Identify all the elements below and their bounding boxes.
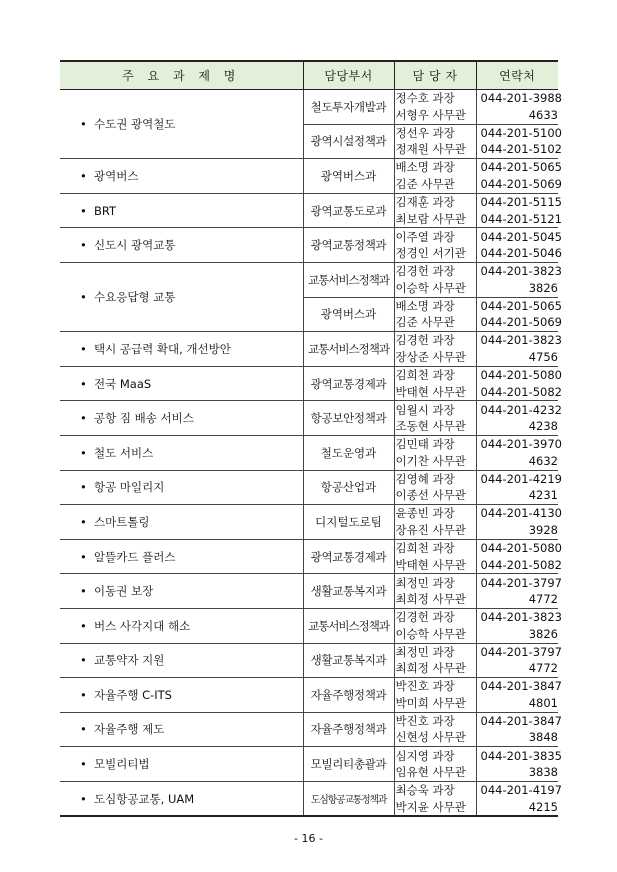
contact-cell (476, 193, 562, 228)
phone-number: 044-201-3847 (480, 713, 562, 728)
manager-director: 정선우 과장 (395, 125, 455, 140)
department-cell: 광역시설정책과 (303, 124, 394, 159)
manager-cell (394, 366, 476, 401)
bullet-icon: • (80, 757, 87, 772)
manager-cell (394, 262, 476, 297)
contact-cell (476, 608, 562, 643)
bullet-icon: • (80, 722, 87, 737)
manager-officer: 신현성 사무관 (395, 730, 466, 745)
topic-label: 이동권 보장 (94, 584, 154, 599)
table-row (60, 470, 558, 505)
table-body (60, 90, 562, 817)
manager-officer: 정재원 사무관 (395, 142, 466, 157)
phone-number: 4756 (528, 349, 558, 364)
topic-label: 도심항공교통, UAM (94, 791, 195, 806)
manager-officer: 박지윤 사무관 (395, 799, 466, 814)
phone-number: 044-201-3847 (480, 679, 562, 694)
contact-cell (476, 643, 562, 678)
manager-cell (394, 539, 476, 574)
department-cell: 교통서비스정책과 (303, 262, 394, 297)
topic-label: 자율주행 제도 (94, 722, 165, 737)
contact-cell (476, 747, 562, 782)
header-row (60, 61, 558, 90)
manager-cell (394, 574, 476, 609)
bullet-icon: • (80, 411, 87, 426)
phone-number: 4632 (528, 453, 558, 468)
manager-officer: 조동현 사무관 (395, 419, 466, 434)
topic-cell (60, 332, 303, 367)
manager-director: 김경헌 과장 (395, 333, 455, 348)
phone-number: 044-201-4197 (480, 783, 562, 798)
department-cell: 광역버스과 (303, 159, 394, 194)
table-row (60, 332, 558, 367)
contact-cell (476, 712, 562, 747)
phone-number: 044-201-5069 (480, 315, 562, 330)
topic-cell (60, 262, 303, 331)
phone-number: 044-201-5082 (480, 384, 562, 399)
bullet-icon: • (80, 549, 87, 564)
phone-number: 3838 (528, 765, 558, 780)
topic-cell (60, 193, 303, 228)
contact-table (60, 60, 562, 817)
bullet-icon: • (80, 117, 87, 132)
manager-officer: 정경인 서기관 (395, 246, 466, 261)
phone-number: 4772 (528, 661, 558, 676)
department-cell: 모빌리티총괄과 (303, 747, 394, 782)
contact-cell (476, 366, 562, 401)
topic-cell (60, 505, 303, 540)
bullet-icon: • (80, 376, 87, 391)
table-row (60, 781, 558, 816)
phone-number: 4801 (528, 695, 558, 710)
department-cell: 자율주행정책과 (303, 712, 394, 747)
department-cell: 도심항공교통정책과 (303, 781, 394, 816)
manager-director: 박진호 과장 (395, 679, 455, 694)
phone-number: 4772 (528, 592, 558, 607)
manager-director: 김희천 과장 (395, 541, 455, 556)
header-dept: 담당부서 (303, 61, 394, 90)
manager-officer: 서형우 사무관 (395, 107, 466, 122)
manager-cell (394, 401, 476, 436)
bullet-icon: • (80, 203, 87, 218)
department-cell: 자율주행정책과 (303, 678, 394, 713)
phone-number: 044-201-5065 (480, 298, 562, 313)
phone-number: 3848 (528, 730, 558, 745)
phone-number: 044-201-5045 (480, 229, 562, 244)
topic-label: 수도권 광역철도 (94, 117, 176, 132)
contact-cell (476, 539, 562, 574)
phone-number: 4215 (528, 799, 558, 814)
topic-label: 알뜰카드 플러스 (94, 549, 176, 564)
bullet-icon: • (80, 168, 87, 183)
department-cell: 디지털도로팀 (303, 505, 394, 540)
topic-label: 모빌리티법 (94, 757, 150, 772)
header-topic: 주 요 과 제 명 (60, 61, 303, 90)
manager-officer: 임유현 사무관 (395, 765, 466, 780)
bullet-icon: • (80, 653, 87, 668)
table-row (60, 678, 558, 713)
bullet-icon: • (80, 687, 87, 702)
table-row (60, 90, 558, 125)
manager-cell (394, 159, 476, 194)
contact-cell (476, 781, 562, 816)
manager-officer: 최보람 사무관 (395, 211, 466, 226)
table-row (60, 643, 558, 678)
topic-cell (60, 470, 303, 505)
contact-cell (476, 297, 562, 332)
bullet-icon: • (80, 514, 87, 529)
manager-director: 김경헌 과장 (395, 610, 455, 625)
department-cell: 항공산업과 (303, 470, 394, 505)
phone-number: 044-201-3797 (480, 575, 562, 590)
contact-cell (476, 262, 562, 297)
manager-officer: 장상준 사무관 (395, 349, 466, 364)
table-row (60, 435, 558, 470)
manager-director: 윤종빈 과장 (395, 506, 455, 521)
topic-cell (60, 435, 303, 470)
manager-director: 김희천 과장 (395, 368, 455, 383)
manager-officer: 김준 사무관 (395, 176, 455, 191)
phone-number: 4633 (528, 107, 558, 122)
manager-officer: 장유진 사무관 (395, 522, 466, 537)
topic-cell (60, 608, 303, 643)
contact-cell (476, 505, 562, 540)
phone-number: 044-201-3823 (480, 264, 562, 279)
manager-officer: 박태현 사무관 (395, 557, 466, 572)
contact-cell (476, 401, 562, 436)
manager-cell (394, 781, 476, 816)
department-cell: 교통서비스정책과 (303, 332, 394, 367)
topic-label: 수요응답형 교통 (94, 290, 176, 305)
table-row (60, 262, 558, 297)
manager-director: 최정민 과장 (395, 575, 455, 590)
phone-number: 044-201-3823 (480, 333, 562, 348)
phone-number: 044-201-4219 (480, 471, 562, 486)
table-row (60, 747, 558, 782)
department-cell: 항공보안정책과 (303, 401, 394, 436)
manager-director: 김경헌 과장 (395, 264, 455, 279)
manager-cell (394, 124, 476, 159)
manager-officer: 이종선 사무관 (395, 488, 466, 503)
table-row (60, 193, 558, 228)
table-row (60, 608, 558, 643)
manager-director: 심지영 과장 (395, 748, 455, 763)
topic-cell (60, 712, 303, 747)
table-row (60, 159, 558, 194)
phone-number: 044-201-5115 (480, 195, 562, 210)
phone-number: 044-201-3835 (480, 748, 562, 763)
topic-label: 광역버스 (94, 168, 139, 183)
manager-officer: 이승학 사무관 (395, 626, 466, 641)
table-row (60, 401, 558, 436)
topic-cell (60, 747, 303, 782)
manager-cell (394, 747, 476, 782)
bullet-icon: • (80, 445, 87, 460)
department-cell: 철도투자개발과 (303, 90, 394, 125)
topic-label: 전국 MaaS (94, 376, 152, 391)
department-cell: 생활교통복지과 (303, 574, 394, 609)
contact-cell (476, 332, 562, 367)
manager-director: 정수호 과장 (395, 91, 455, 106)
topic-label: 항공 마일리지 (94, 480, 165, 495)
contact-cell (476, 228, 562, 263)
bullet-icon: • (80, 290, 87, 305)
manager-officer: 박태현 사무관 (395, 384, 466, 399)
bullet-icon: • (80, 341, 87, 356)
manager-officer: 최희정 사무관 (395, 592, 466, 607)
topic-cell (60, 159, 303, 194)
phone-number: 044-201-5082 (480, 557, 562, 572)
phone-number: 044-201-3970 (480, 437, 562, 452)
phone-number: 044-201-3988 (480, 91, 562, 106)
department-cell: 광역버스과 (303, 297, 394, 332)
manager-cell (394, 228, 476, 263)
phone-number: 044-201-5100 (480, 125, 562, 140)
manager-director: 최정민 과장 (395, 644, 455, 659)
table-row (60, 505, 558, 540)
topic-cell (60, 781, 303, 816)
manager-cell (394, 643, 476, 678)
manager-director: 배소명 과장 (395, 298, 455, 313)
topic-label: 택시 공급력 확대, 개선방안 (94, 341, 231, 356)
phone-number: 3826 (528, 280, 558, 295)
manager-officer: 최희정 사무관 (395, 661, 466, 676)
manager-officer: 박미희 사무관 (395, 695, 466, 710)
department-cell: 광역교통경제과 (303, 366, 394, 401)
manager-director: 박진호 과장 (395, 713, 455, 728)
manager-director: 임월시 과장 (395, 402, 455, 417)
manager-cell (394, 678, 476, 713)
manager-officer: 이기찬 사무관 (395, 453, 466, 468)
phone-number: 044-201-4232 (480, 402, 562, 417)
topic-label: 철도 서비스 (94, 445, 154, 460)
manager-cell (394, 505, 476, 540)
manager-cell (394, 608, 476, 643)
phone-number: 044-201-5102 (480, 142, 562, 157)
manager-cell (394, 435, 476, 470)
phone-number: 044-201-5065 (480, 160, 562, 175)
topic-label: 버스 사각지대 해소 (94, 618, 191, 633)
topic-cell (60, 678, 303, 713)
manager-cell (394, 332, 476, 367)
topic-label: 신도시 광역교통 (94, 238, 176, 253)
department-cell: 생활교통복지과 (303, 643, 394, 678)
phone-number: 4238 (528, 419, 558, 434)
manager-director: 김영혜 과장 (395, 471, 455, 486)
manager-officer: 이승학 사무관 (395, 280, 466, 295)
phone-number: 3928 (528, 522, 558, 537)
contact-cell (476, 90, 562, 125)
topic-label: 교통약자 지원 (94, 653, 165, 668)
table-row (60, 574, 558, 609)
phone-number: 044-201-3823 (480, 610, 562, 625)
table-row (60, 228, 558, 263)
phone-number: 3826 (528, 626, 558, 641)
contact-cell (476, 678, 562, 713)
topic-label: 공항 짐 배송 서비스 (94, 411, 194, 426)
manager-cell (394, 193, 476, 228)
topic-label: BRT (94, 203, 117, 218)
manager-director: 이주열 과장 (395, 229, 455, 244)
topic-cell (60, 401, 303, 436)
phone-number: 044-201-5069 (480, 176, 562, 191)
topic-cell (60, 539, 303, 574)
contact-cell (476, 435, 562, 470)
topic-cell (60, 90, 303, 159)
manager-cell (394, 712, 476, 747)
topic-label: 스마트톨링 (94, 514, 150, 529)
manager-cell (394, 470, 476, 505)
contact-cell (476, 159, 562, 194)
table-row (60, 539, 558, 574)
department-cell: 교통서비스정책과 (303, 608, 394, 643)
contact-cell (476, 470, 562, 505)
topic-cell (60, 228, 303, 263)
topic-cell (60, 366, 303, 401)
contact-cell (476, 124, 562, 159)
bullet-icon: • (80, 238, 87, 253)
contact-cell (476, 574, 562, 609)
topic-cell (60, 643, 303, 678)
phone-number: 044-201-5080 (480, 541, 562, 556)
manager-cell (394, 90, 476, 125)
table-row (60, 712, 558, 747)
phone-number: 044-201-5046 (480, 246, 562, 261)
department-cell: 광역교통도로과 (303, 193, 394, 228)
department-cell: 철도운영과 (303, 435, 394, 470)
manager-cell (394, 297, 476, 332)
manager-director: 김재훈 과장 (395, 195, 455, 210)
department-cell: 광역교통정책과 (303, 228, 394, 263)
bullet-icon: • (80, 791, 87, 806)
manager-officer: 김준 사무관 (395, 315, 455, 330)
phone-number: 044-201-4130 (480, 506, 562, 521)
phone-number: 4231 (528, 488, 558, 503)
topic-cell (60, 574, 303, 609)
phone-number: 044-201-5080 (480, 368, 562, 383)
topic-label: 자율주행 C-ITS (94, 687, 172, 702)
bullet-icon: • (80, 618, 87, 633)
department-cell: 광역교통경제과 (303, 539, 394, 574)
page-number: - 16 - (294, 832, 323, 845)
manager-director: 최승욱 과장 (395, 783, 455, 798)
manager-director: 김민태 과장 (395, 437, 455, 452)
bullet-icon: • (80, 584, 87, 599)
header-contact: 연락처 (476, 61, 558, 90)
phone-number: 044-201-5121 (480, 211, 562, 226)
header-manager: 담 당 자 (394, 61, 476, 90)
bullet-icon: • (80, 480, 87, 495)
table-row (60, 366, 558, 401)
manager-director: 배소명 과장 (395, 160, 455, 175)
phone-number: 044-201-3797 (480, 644, 562, 659)
